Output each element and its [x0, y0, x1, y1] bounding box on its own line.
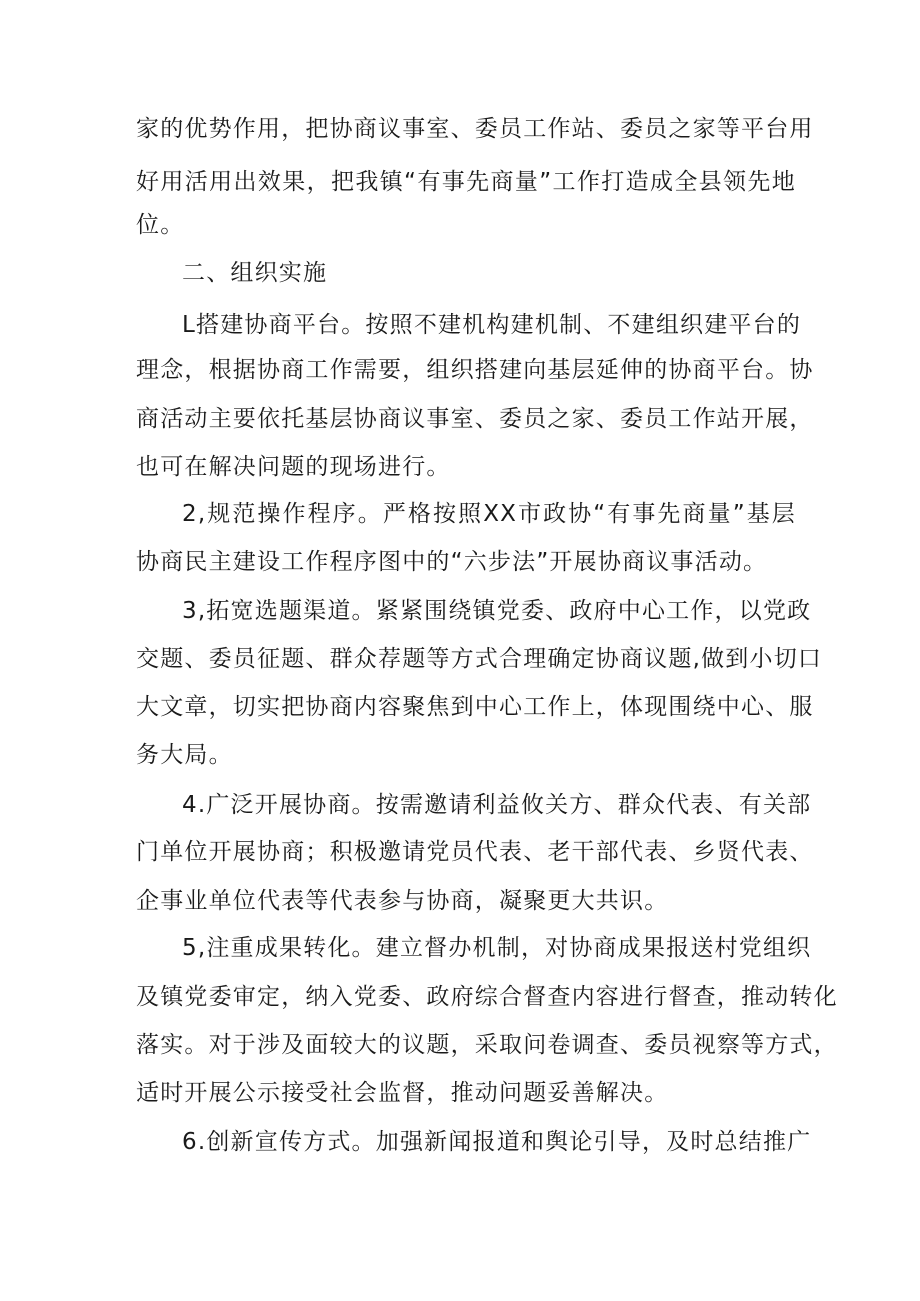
text-line: 好用活用出效果，把我镇“有事先商量”工作打造成全县领先地: [136, 169, 796, 195]
text-line: 及镇党委审定，纳入党委、政府综合督查内容进行督查，推动转化: [136, 984, 838, 1010]
text-line: 位。: [136, 212, 185, 238]
text-line: 2,规范操作程序。严格按照XX市政协“有事先商量”基层: [182, 501, 796, 527]
text-line: 6.创新宣传方式。加强新闻报道和舆论引导，及时总结推广: [182, 1129, 812, 1155]
text-line: 大文章，切实把协商内容聚焦到中心工作上，体现围绕中心、服: [136, 694, 814, 720]
text-line: 家的优势作用，把协商议事室、委员工作站、委员之家等平台用: [136, 116, 814, 142]
text-line: L搭建协商平台。按照不建机构建机制、不建组织建平台的: [182, 312, 802, 338]
text-line: 落实。对于涉及面较大的议题，采取问卷调查、委员视察等方式，: [136, 1032, 838, 1058]
text-line: 4.广泛开展协商。按需邀请利益攸关方、群众代表、有关部: [182, 792, 812, 818]
text-line: 交题、委员征题、群众荐题等方式合理确定协商议题,做到小切口: [136, 646, 823, 672]
text-line: 也可在解决问题的现场进行。: [136, 454, 451, 480]
text-line: 3,拓宽选题渠道。紧紧围绕镇党委、政府中心工作，以党政: [182, 598, 812, 624]
text-line: 门单位开展协商；积极邀请党员代表、老干部代表、乡贤代表、: [136, 839, 814, 865]
text-line: 商活动主要依托基层协商议事室、委员之家、委员工作站开展，: [136, 406, 814, 432]
text-line: 务大局。: [136, 742, 233, 768]
text-line: 协商民主建设工作程序图中的“六步法”开展协商议事活动。: [136, 549, 768, 575]
text-line: 适时开展公示接受社会监督，推动问题妥善解决。: [136, 1080, 669, 1106]
section-heading: 二、组织实施: [182, 260, 328, 286]
text-line: 理念，根据协商工作需要，组织搭建向基层延伸的协商平台。协: [136, 357, 814, 383]
text-line: 5,注重成果转化。建立督办机制，对协商成果报送村党组织: [182, 935, 812, 961]
text-line: 企事业单位代表等代表参与协商，凝聚更大共识。: [136, 888, 669, 914]
